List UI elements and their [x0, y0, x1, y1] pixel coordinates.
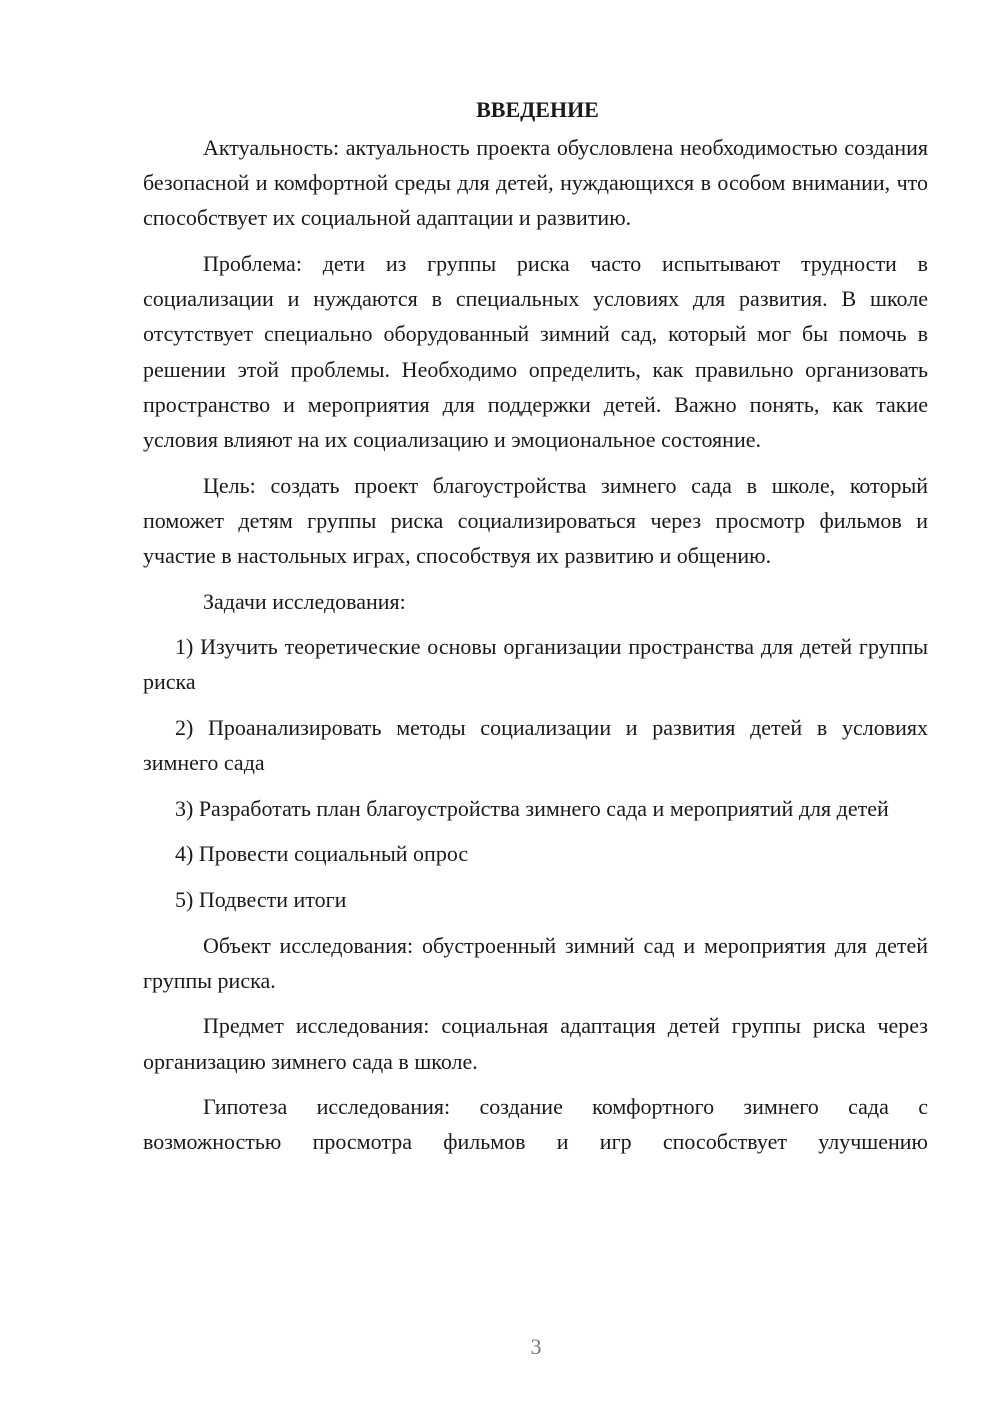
- tasks-heading: Задачи исследования:: [203, 588, 406, 614]
- task-item-2: 2) Проанализировать методы социализации и развития детей в условиях зимнего сада: [143, 715, 928, 776]
- paragraph-subject: Предмет исследования: социальная адаптация детей группы риска через организацию зимнего сада в школе.: [143, 1013, 928, 1074]
- task-item-3: 3) Разработать план благоустройства зимнего сада и мероприятий для детей: [175, 795, 889, 821]
- task-item-5: 5) Подвести итоги: [175, 886, 347, 912]
- paragraph-goal: Цель: создать проект благоустройства зимнего сада в школе, который поможет детям группы риска социализироваться через просмотр фильмов и участие в настольных играх, способствуя их развитию и общению.: [143, 472, 928, 569]
- paragraph-problem: Проблема: дети из группы риска часто испытывают трудности в социализации и нуждаются в специальных условиях для развития. В школе отсутствует специально оборудованный зимний сад, который мог бы помочь в решении этой проблемы. Необходимо определить, как правильно организовать пространство и мероприятия для поддержки детей. Важно понять, как такие условия влияют на их социализацию и эмоциональное состояние.: [143, 251, 928, 453]
- paragraph-object: Объект исследования: обустроенный зимний сад и мероприятия для детей группы риска.: [143, 932, 928, 993]
- task-item-4: 4) Провести социальный опрос: [175, 841, 469, 867]
- document-page: [143, 92, 928, 1170]
- section-title: ВВЕДЕНИЕ: [476, 97, 599, 122]
- paragraph-hypothesis: Гипотеза исследования: создание комфортного зимнего сада с возможностью просмотра фильмов и игр способствует улучшению: [143, 1094, 928, 1155]
- paragraph-relevance: Актуальность: актуальность проекта обусловлена необходимостью создания безопасной и комфортной среды для детей, нуждающихся в особом внимании, что способствует их социальной адаптации и развитию.: [143, 135, 928, 231]
- task-item-1: 1) Изучить теоретические основы организации пространства для детей группы риска: [143, 634, 928, 695]
- page-number: 3: [530, 1334, 542, 1359]
